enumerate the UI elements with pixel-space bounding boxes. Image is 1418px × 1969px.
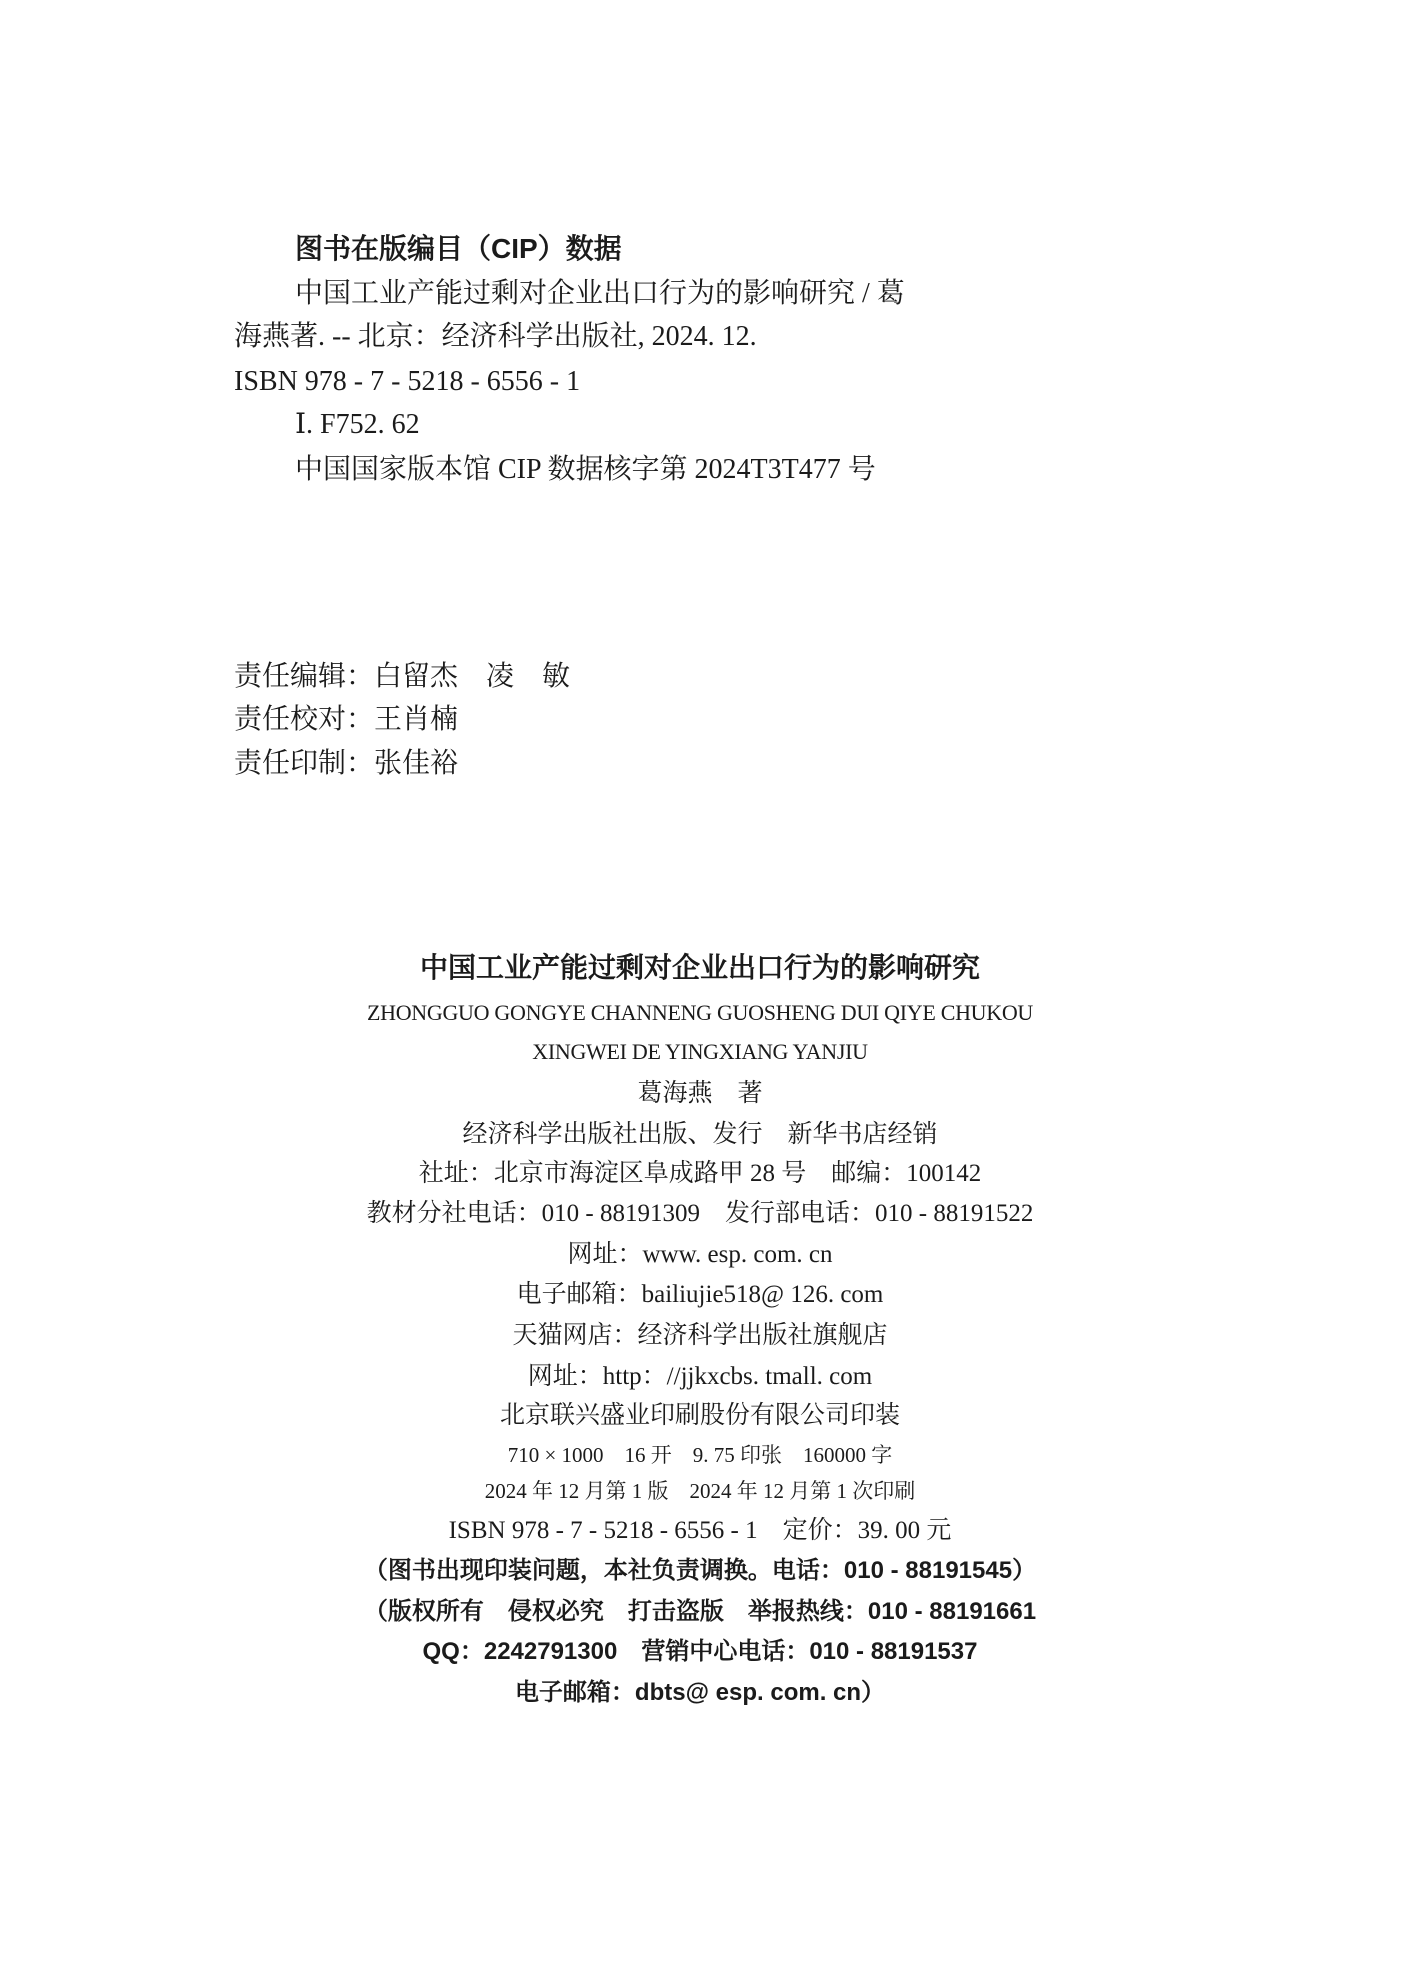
imprint-email: 电子邮箱：bailiujie518@ 126. com (516, 1281, 884, 1308)
cip-heading: 图书在版编目（CIP）数据 (295, 233, 622, 264)
imprint-phones: 教材分社电话：010 - 88191309 发行部电话：010 - 88191522 (366, 1200, 1034, 1227)
notice-qq-marketing: QQ：2242791300 营销中心电话：010 - 88191537 (422, 1638, 978, 1665)
imprint-isbn-price: ISBN 978 - 7 - 5218 - 6556 - 1 定价：39. 00 元 (448, 1517, 952, 1544)
credit-editor: 责任编辑：白留杰 凌 敏 (234, 661, 571, 692)
credit-print-supervisor: 责任印制：张佳裕 (234, 748, 459, 779)
imprint-store-url: 网址：http：//jjkxcbs. tmall. com (527, 1363, 873, 1390)
imprint-format-specs: 710 × 1000 16 开 9. 75 印张 160000 字 (507, 1443, 893, 1467)
imprint-edition: 2024 年 12 月第 1 版 2024 年 12 月第 1 次印刷 (484, 1479, 916, 1503)
imprint-pinyin-line: XINGWEI DE YINGXIANG YANJIU (532, 1039, 868, 1064)
imprint-website: 网址：www. esp. com. cn (567, 1241, 833, 1268)
imprint-pinyin-line: ZHONGGUO GONGYE CHANNENG GUOSHENG DUI QIYE CHUKOU (366, 1000, 1034, 1025)
imprint-printer: 北京联兴盛业印刷股份有限公司印装 (499, 1402, 900, 1429)
imprint-title: 中国工业产能过剩对企业出口行为的影响研究 (419, 952, 980, 983)
notice-email: 电子邮箱：dbts@ esp. com. cn） (514, 1679, 886, 1706)
cip-line-author-publisher: 海燕著. -- 北京：经济科学出版社, 2024. 12. (234, 321, 757, 352)
credit-proofreader: 责任校对：王肖楠 (234, 704, 459, 735)
imprint-tmall-store: 天猫网店：经济科学出版社旗舰店 (512, 1322, 888, 1349)
cip-line-record-number: 中国国家版本馆 CIP 数据核字第 2024T3T477 号 (295, 454, 876, 485)
imprint-publisher: 经济科学出版社出版、发行 新华书店经销 (462, 1121, 938, 1148)
notice-copyright: （版权所有 侵权必究 打击盗版 举报热线：010 - 88191661 (363, 1598, 1037, 1625)
notice-misprint: （图书出现印装问题，本社负责调换。电话：010 - 88191545） (363, 1557, 1037, 1584)
cip-line-classification: Ⅰ. F752. 62 (295, 409, 420, 440)
cip-line-isbn: ISBN 978 - 7 - 5218 - 6556 - 1 (234, 366, 581, 397)
imprint-author: 葛海燕 著 (637, 1080, 763, 1107)
imprint-address: 社址：北京市海淀区阜成路甲 28 号 邮编：100142 (418, 1160, 982, 1187)
cip-line-title: 中国工业产能过剩对企业出口行为的影响研究 / 葛 (295, 278, 905, 309)
